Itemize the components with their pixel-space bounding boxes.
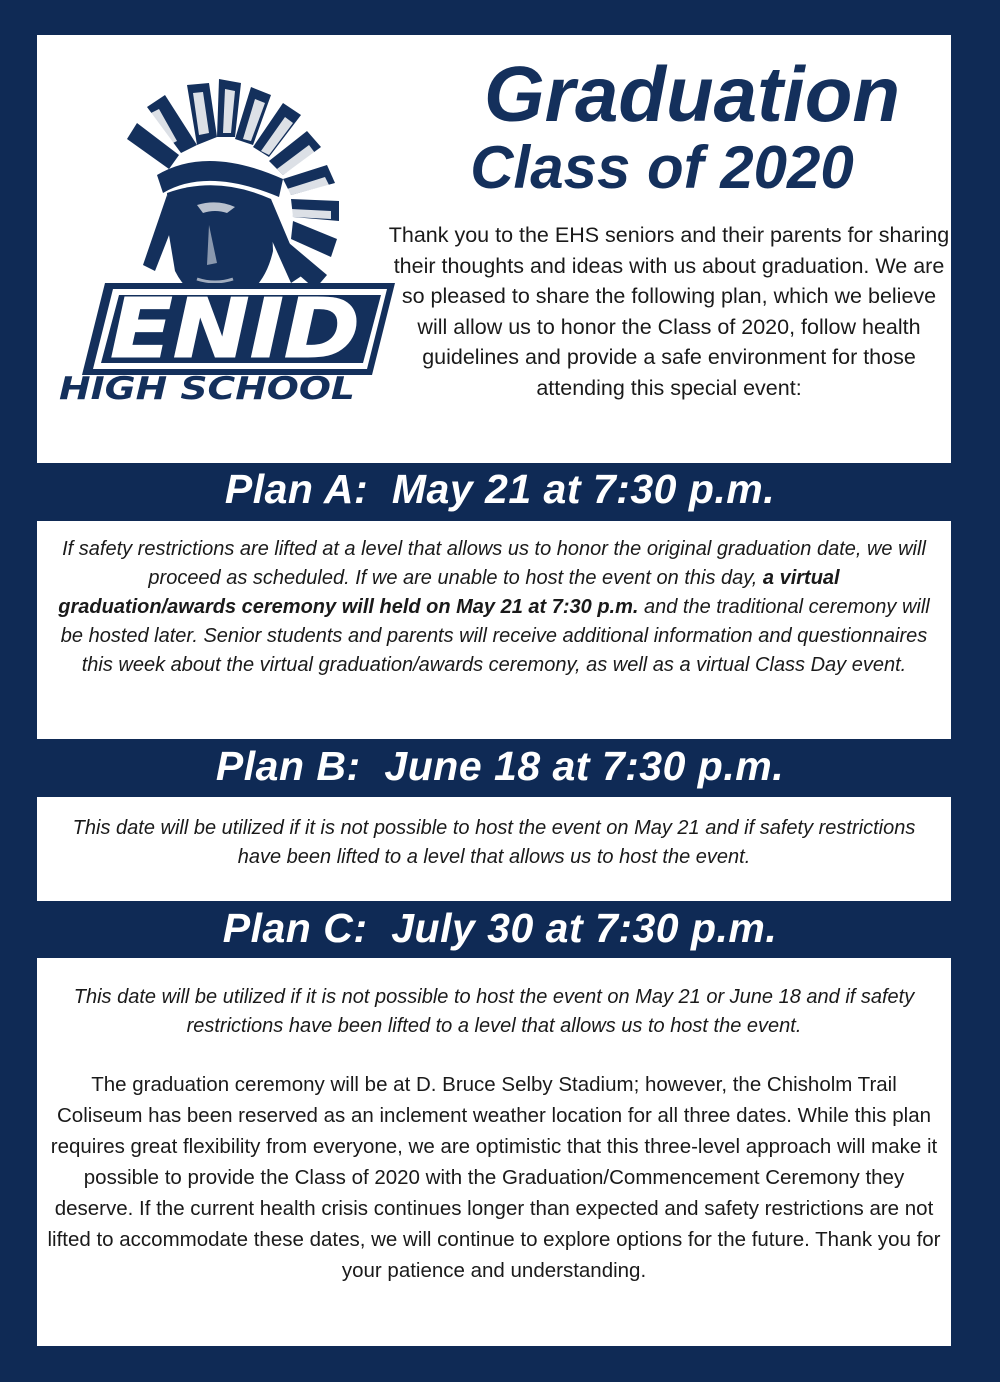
plan-a-heading: Plan A: May 21 at 7:30 p.m. bbox=[224, 466, 776, 512]
plan-b-panel bbox=[37, 797, 951, 901]
page-title: Graduation bbox=[483, 50, 900, 138]
page-subtitle: Class of 2020 bbox=[470, 134, 854, 201]
plan-a-panel bbox=[37, 521, 951, 739]
logo-subtitle: HIGH SCHOOL bbox=[59, 371, 355, 405]
plan-b-heading: Plan B: June 18 at 7:30 p.m. bbox=[215, 743, 785, 789]
plan-b-text: This date will be utilized if it is not possible to host the event on May 21 and if safety restrictions have been lifted to a level that allows us to host the event. bbox=[72, 817, 916, 868]
enid-wordmark bbox=[82, 282, 395, 377]
header-panel bbox=[37, 35, 951, 463]
intro-paragraph: Thank you to the EHS seniors and their parents for sharing their thoughts and ideas with us about graduation. We are so pleased to share the following plan, which we believe will allow us to honor the Class of 2020, follow health guidelines and provide a safe environment for those attending this special event: bbox=[388, 223, 950, 400]
plan-a-text bbox=[57, 535, 931, 680]
plan-c-heading: Plan C: July 30 at 7:30 p.m. bbox=[222, 905, 778, 951]
plan-c-panel bbox=[37, 958, 951, 1346]
plan-a-text-bold: a virtual graduation/awards ceremony will held on May 21 at 7:30 p.m. bbox=[58, 567, 840, 618]
plan-a-text-before: If safety restrictions are lifted at a level that allows us to honor the original graduation date, we will proceed as scheduled. If we are unable to host the event on this day, bbox=[62, 538, 926, 589]
plan-a-text-after: and the traditional ceremony will be hosted later. Senior students and parents will receive additional information and questionnaires this week about the virtual graduation/awards ceremony, as well as a virtual Class Day event. bbox=[60, 596, 930, 676]
plan-c-text: This date will be utilized if it is not possible to host the event on May 21 or June 18 and if safety restrictions have been lifted to a level that allows us to host the event. bbox=[73, 986, 915, 1037]
closing-paragraph: The graduation ceremony will be at D. Bruce Selby Stadium; however, the Chisholm Trail Coliseum has been reserved as an inclement weather location for all three dates. While this plan requires great flexibility from everyone, we are optimistic that this three-level approach will make it possible to provide the Class of 2020 with the Graduation/Commencement Ceremony they deserve. If the current health crisis continues longer than expected and safety restrictions are not lifted to accommodate these dates, we will continue to explore options for the future. Thank you for your patience and understanding. bbox=[47, 1073, 941, 1282]
logo-name: ENID bbox=[110, 282, 360, 377]
enid-high-school-logo bbox=[47, 75, 397, 405]
